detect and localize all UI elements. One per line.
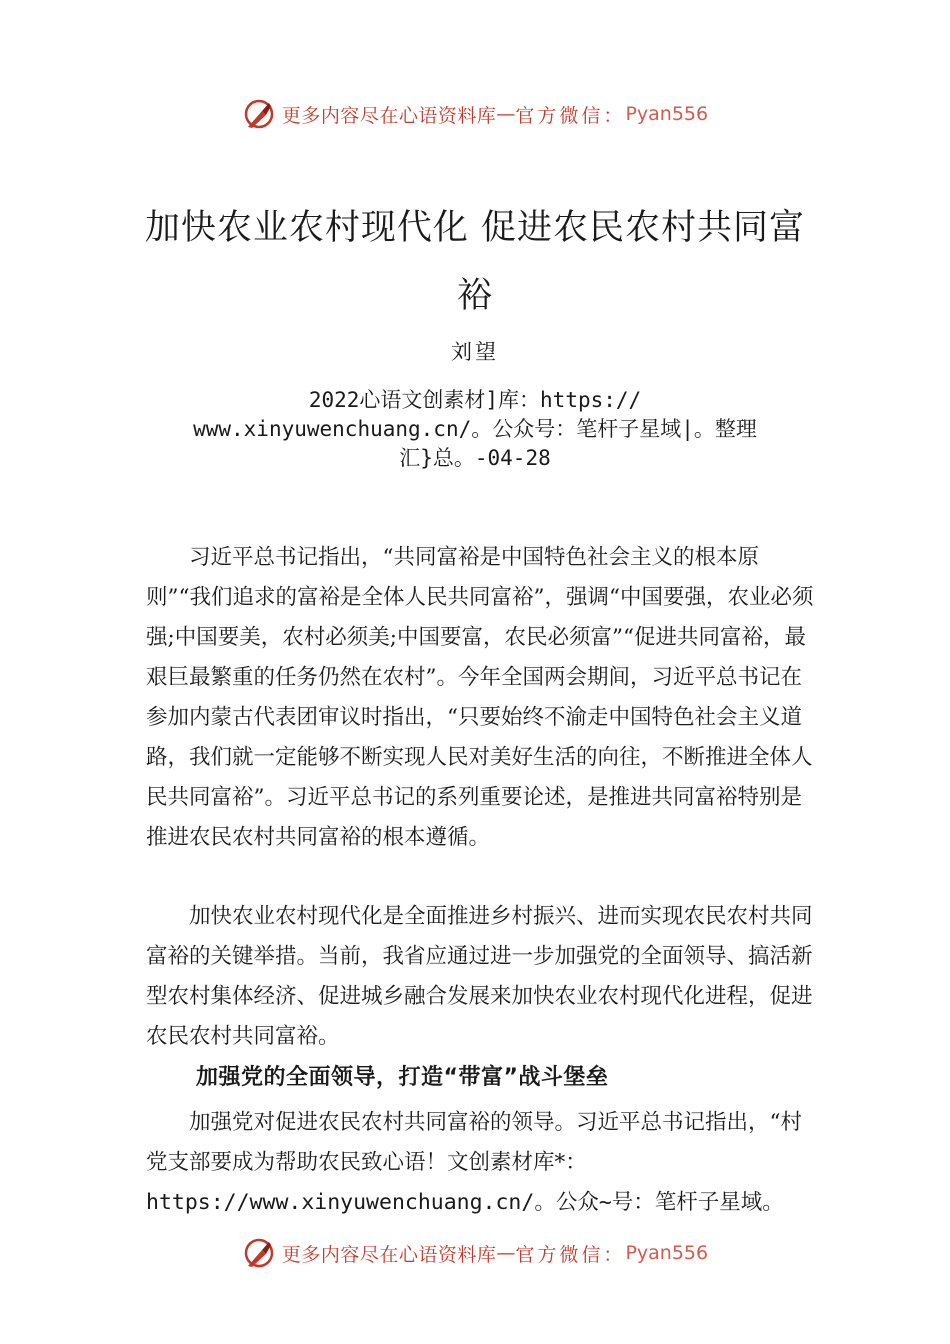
source-line-1: 2022心语文创素材]库：https://: [308, 388, 642, 412]
article-source: [150, 386, 800, 473]
banner-main-text: 更多内容尽在心语资料库: [281, 104, 497, 127]
article-author: 刘望: [451, 340, 499, 364]
paragraph-2: 加快农业农村现代化是全面推进乡村振兴、进而实现农民农村共同富裕的关键举措。当前，我省应通过进一步加强党的全面领导、搞活新型农村集体经济、促进城乡融合发展来加快农业农村现代化进程，促进农民农村共同富裕。: [146, 904, 813, 1049]
paragraph-3-block: [146, 1103, 818, 1223]
footer-banner: [0, 1233, 950, 1273]
banner-wechat-handle: Pyan556: [625, 103, 709, 125]
section-heading-1: 加强党的全面领导，打造“带富”战斗堡垒: [196, 1065, 609, 1090]
banner-wechat-label: 官方微信：: [515, 1243, 626, 1266]
banner-dash: —: [496, 103, 516, 125]
pen-logo-icon: [242, 1236, 276, 1270]
banner-wechat-handle: Pyan556: [625, 1242, 709, 1264]
article-title: 加快农业农村现代化 促进农民农村共同富裕: [144, 208, 806, 316]
pen-logo-icon: [242, 97, 276, 131]
paragraph-2-block: [146, 897, 818, 1057]
header-banner: [0, 94, 950, 134]
paragraph-1-block: [146, 538, 818, 858]
banner-main-text: 更多内容尽在心语资料库: [281, 1243, 497, 1266]
banner-dash: —: [496, 1242, 516, 1264]
paragraph-3-url-line: https://www.xinyuwenchuang.cn/。公众~号：笔杆子星域。: [146, 1190, 784, 1215]
paragraph-3: 加强党对促进农民农村共同富裕的领导。习近平总书记指出，“村党支部要成为帮助农民致心语！文创素材库*：: [146, 1110, 802, 1175]
source-line-3: 汇}总。-04-28: [399, 446, 551, 470]
source-line-2: www.xinyuwenchuang.cn/。公众号：笔杆子星域|。整理: [193, 417, 757, 441]
banner-wechat-label: 官方微信：: [515, 104, 626, 127]
paragraph-1: 习近平总书记指出，“共同富裕是中国特色社会主义的根本原则”“我们追求的富裕是全体人民共同富裕”，强调“中国要强，农业必须强;中国要美，农村必须美;中国要富，农民必须富”“促进共同富裕，最艰巨最繁重的任务仍然在农村”。今年全国两会期间，习近平总书记在参加内蒙古代表团审议时指出，“只要始终不渝走中国特色社会主义道路，我们就一定能够不断实现人民对美好生活的向往，不断推进全体人民共同富裕”。习近平总书记的系列重要论述，是推进共同富裕特别是推进农民农村共同富裕的根本遵循。: [146, 545, 814, 850]
